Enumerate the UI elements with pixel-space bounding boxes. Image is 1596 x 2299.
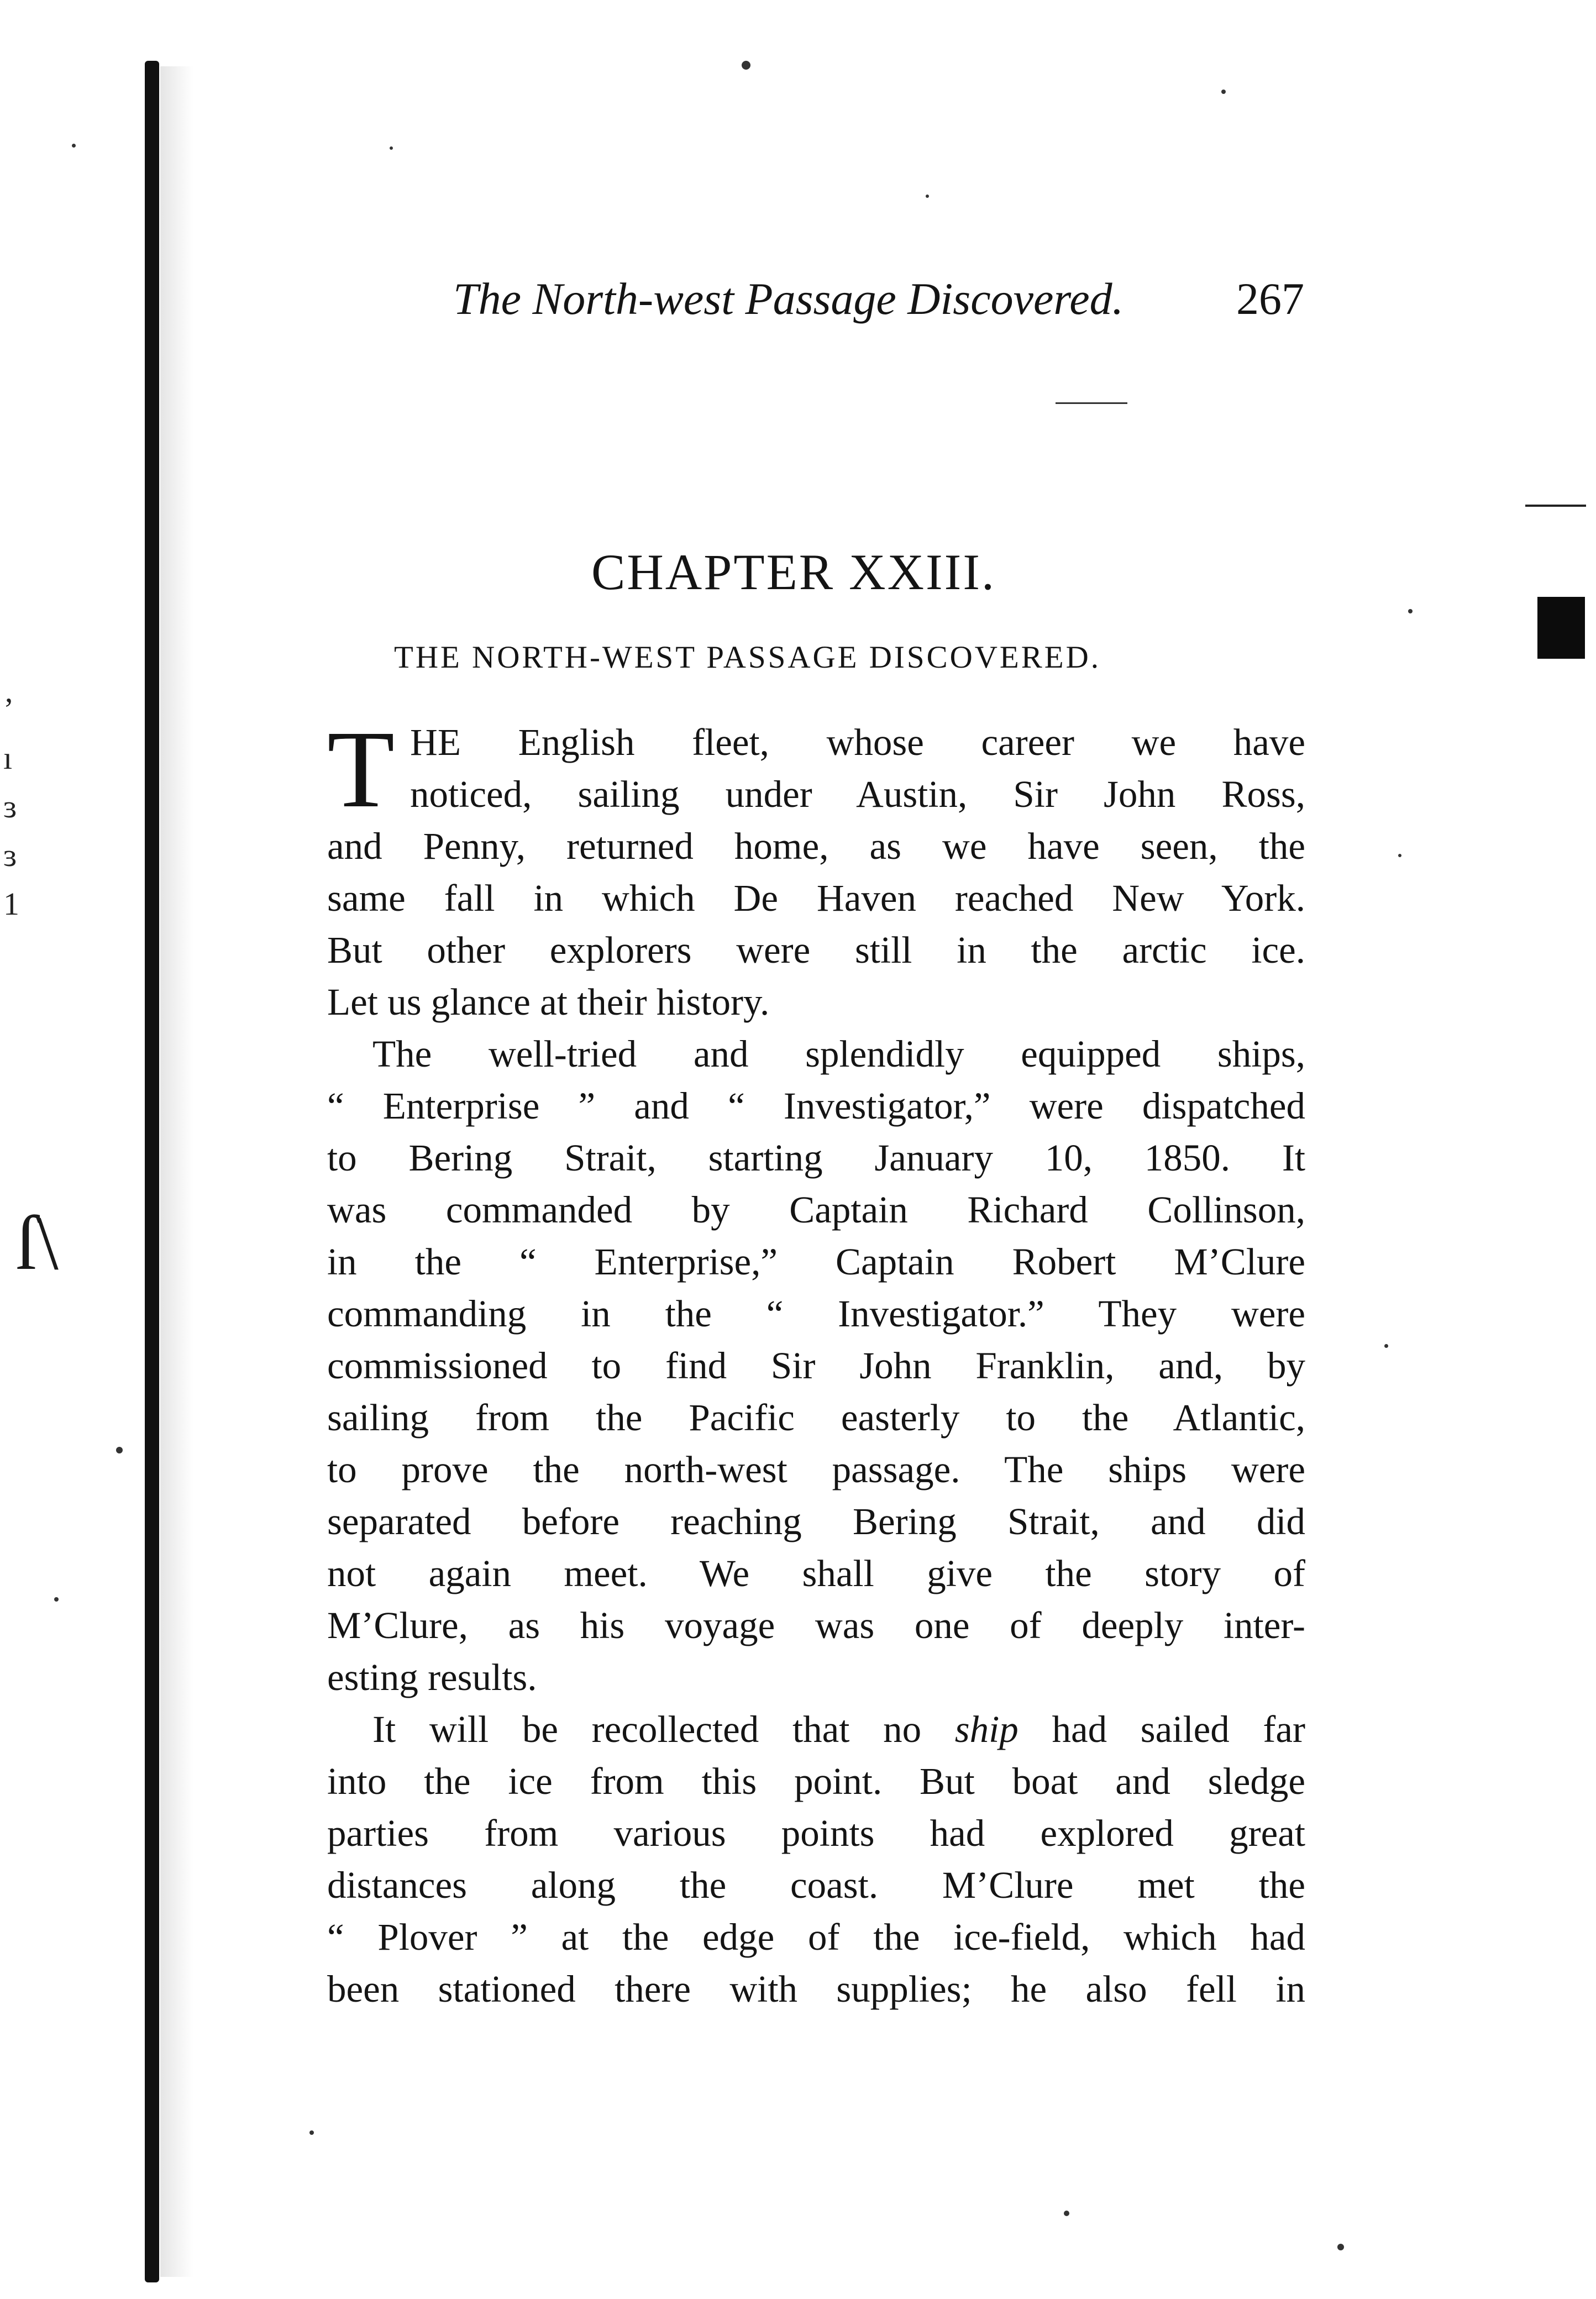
text-segment: It will be recollected that no	[372, 1708, 922, 1750]
chapter-number: CHAPTER XXIII.	[591, 544, 996, 600]
scan-speck	[54, 1597, 59, 1602]
chapter-title: THE NORTH-WEST PASSAGE DISCOVERED.	[394, 640, 1101, 675]
margin-glyph: 1	[3, 886, 19, 922]
text-line: to prove the north-west passage. The ships were	[327, 1448, 1305, 1490]
margin-block	[1537, 597, 1585, 659]
text-line: and Penny, returned home, as we have seen, the	[327, 825, 1305, 867]
binding-shadow	[160, 66, 193, 2277]
text-line: separated before reaching Bering Strait, and did	[327, 1500, 1305, 1542]
text-line: was commanded by Captain Richard Collinson,	[327, 1189, 1305, 1231]
body-text	[327, 708, 1306, 2015]
margin-glyph: ı	[3, 740, 13, 776]
scan-speck	[1408, 609, 1413, 613]
text-line: to Bering Strait, starting January 10, 1850. It	[327, 1137, 1305, 1179]
margin-glyph: ɜ	[3, 789, 17, 825]
header-dash	[1056, 402, 1127, 404]
text-line: sailing from the Pacific easterly to the Atlantic,	[327, 1397, 1305, 1439]
text-line: parties from various points had explored great	[327, 1812, 1305, 1854]
running-head	[453, 269, 1304, 329]
text-segment: had sailed far	[1052, 1708, 1306, 1750]
scan-speck	[742, 61, 750, 70]
text-line: commanding in the “ Investigator.” They were	[327, 1293, 1305, 1335]
emphasis-word: ship	[954, 1708, 1019, 1750]
text-line: commissioned to find Sir John Franklin, and, by	[327, 1345, 1305, 1387]
text-line: “ Enterprise ” and “ Investigator,” were dispatched	[327, 1085, 1305, 1127]
scan-speck	[1398, 854, 1401, 857]
scan-speck	[1337, 2244, 1344, 2250]
text-line: HE English fleet, whose career we have	[410, 721, 1305, 763]
scan-speck	[309, 2130, 314, 2135]
text-line: been stationed there with supplies; he also fell in	[327, 1968, 1305, 2010]
binding-edge	[145, 61, 159, 2282]
text-line: noticed, sailing under Austin, Sir John Ross,	[410, 773, 1305, 815]
left-margin-mark: ſ\	[15, 1200, 59, 1286]
text-line: in the “ Enterprise,” Captain Robert M’Clure	[327, 1241, 1305, 1283]
margin-rule	[1525, 505, 1586, 507]
text-line: distances along the coast. M’Clure met the	[327, 1864, 1305, 1906]
text-line: Let us glance at their history.	[327, 981, 770, 1023]
page-number: 267	[1236, 274, 1304, 324]
margin-glyph: ’	[3, 691, 14, 727]
text-line: The well-tried and splendidly equipped ships,	[372, 1033, 1305, 1075]
text-line: esting results.	[327, 1656, 537, 1698]
scan-speck	[390, 146, 393, 150]
running-title: The North-west Passage Discovered.	[453, 274, 1124, 324]
text-line: not again meet. We shall give the story of	[327, 1552, 1305, 1594]
margin-glyph: ɜ	[3, 837, 17, 873]
left-margin-glyphs	[3, 685, 36, 928]
text-line: “ Plover ” at the edge of the ice-field, which had	[327, 1916, 1305, 1958]
text-line: M’Clure, as his voyage was one of deeply inter-	[327, 1604, 1305, 1646]
scan-speck	[72, 144, 76, 148]
text-line: But other explorers were still in the arctic ice.	[327, 929, 1305, 971]
scan-speck	[1221, 90, 1226, 94]
drop-cap: T	[327, 708, 395, 831]
scan-speck	[1384, 1344, 1388, 1348]
scan-speck	[1064, 2211, 1069, 2216]
scan-speck	[116, 1447, 123, 1453]
text-line-with-emphasis	[327, 1703, 1305, 1755]
text-line: same fall in which De Haven reached New York.	[327, 877, 1305, 919]
text-line: into the ice from this point. But boat and sledge	[327, 1760, 1305, 1802]
scan-speck	[926, 195, 929, 198]
